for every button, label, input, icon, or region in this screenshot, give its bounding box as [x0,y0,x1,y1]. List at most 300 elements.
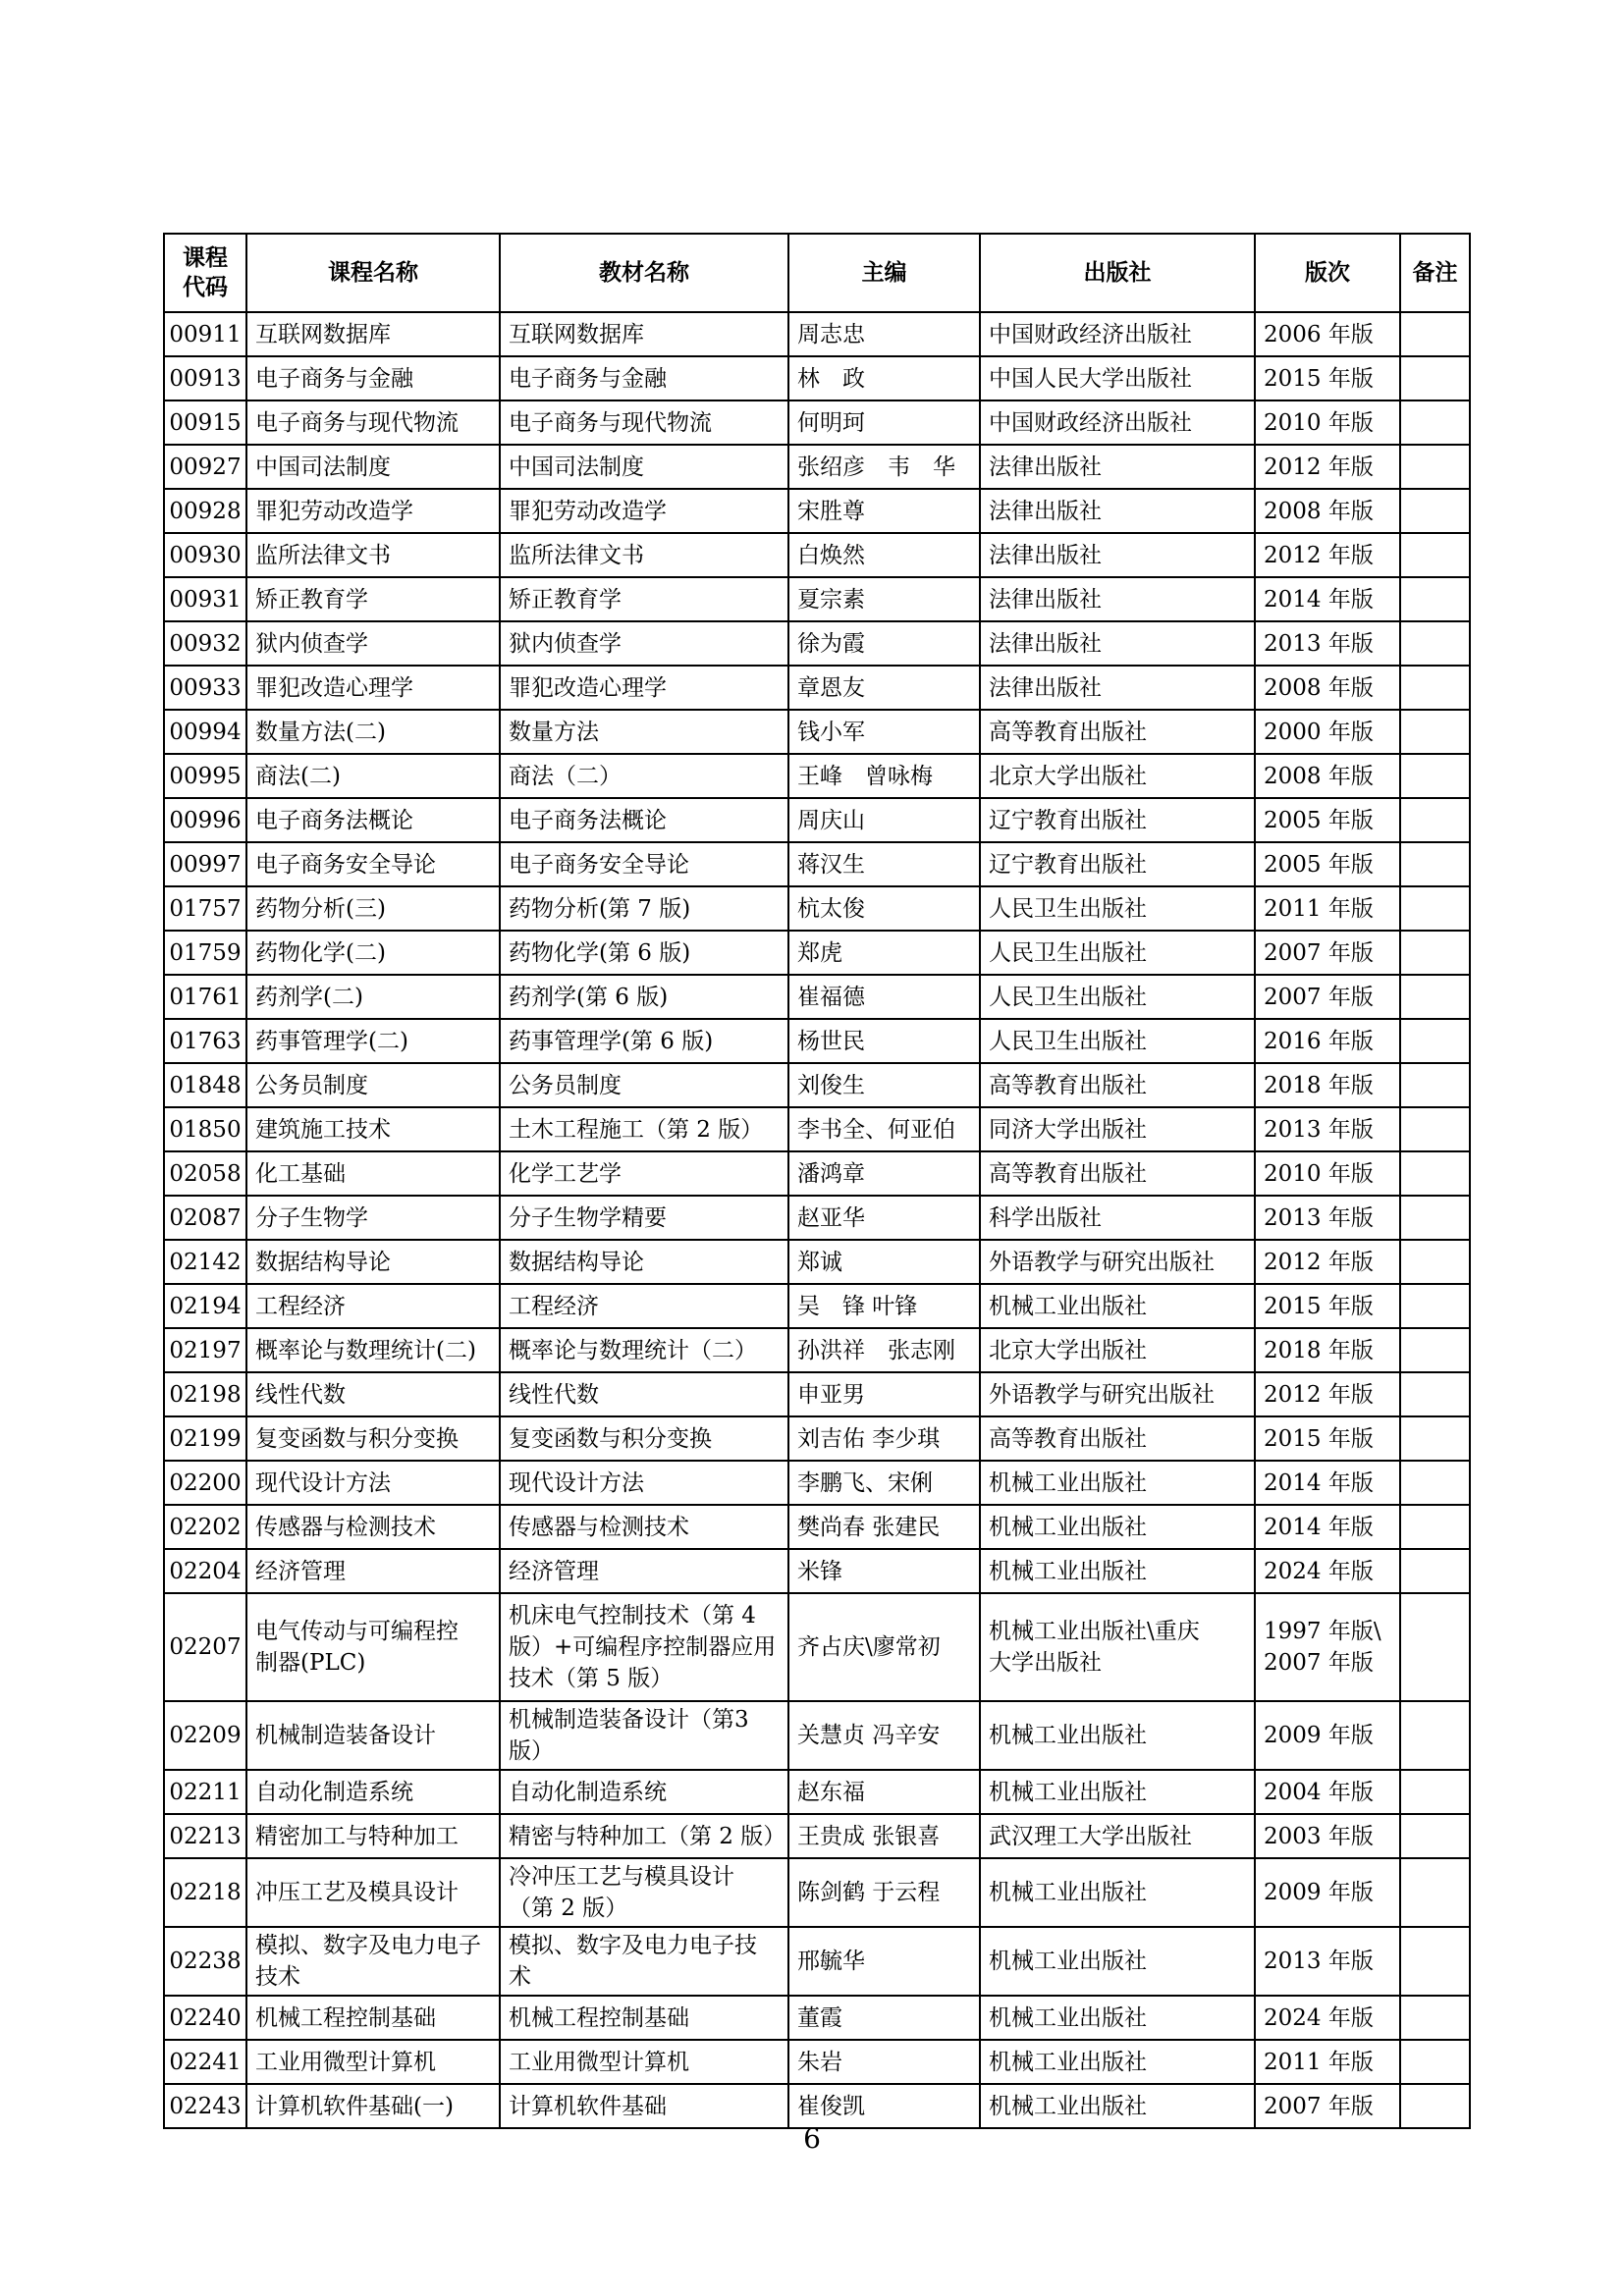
cell-textbook-name: 模拟、数字及电力电子技 术 [500,1927,788,1996]
table-row [164,1416,1470,1461]
table-row [164,798,1470,842]
cell-editor: 齐占庆\廖常初 [788,1593,980,1701]
table-row [164,1814,1470,1858]
cell-course-code: 02240 [164,1996,246,2040]
cell-remarks [1400,1701,1470,1770]
cell-remarks [1400,842,1470,886]
cell-editor: 李鹏飞、宋俐 [788,1461,980,1505]
table-row [164,842,1470,886]
cell-course-name: 现代设计方法 [246,1461,500,1505]
cell-editor: 申亚男 [788,1372,980,1416]
cell-textbook-name: 药事管理学(第 6 版) [500,1019,788,1063]
cell-textbook-name: 概率论与数理统计（二） [500,1328,788,1372]
cell-course-code: 00933 [164,666,246,710]
cell-textbook-name: 化学工艺学 [500,1151,788,1196]
cell-edition: 2010 年版 [1255,1151,1400,1196]
table-row [164,1927,1470,1996]
cell-editor: 赵东福 [788,1770,980,1814]
cell-publisher: 法律出版社 [980,445,1255,489]
cell-edition: 2008 年版 [1255,666,1400,710]
page-number: 6 [803,2122,821,2155]
cell-remarks [1400,975,1470,1019]
cell-remarks [1400,1019,1470,1063]
cell-course-name: 数量方法(二) [246,710,500,754]
cell-course-code: 02194 [164,1284,246,1328]
cell-remarks [1400,1996,1470,2040]
cell-course-name: 矫正教育学 [246,577,500,621]
cell-editor: 李书全、何亚伯 [788,1107,980,1151]
cell-remarks [1400,533,1470,577]
cell-course-code: 00913 [164,356,246,400]
cell-course-code: 02207 [164,1593,246,1701]
cell-textbook-name: 罪犯改造心理学 [500,666,788,710]
cell-course-name: 分子生物学 [246,1196,500,1240]
cell-course-code: 02200 [164,1461,246,1505]
cell-course-code: 00915 [164,400,246,445]
table-row [164,1593,1470,1701]
cell-course-name: 模拟、数字及电力电子 技术 [246,1927,500,1996]
cell-remarks [1400,1416,1470,1461]
cell-publisher: 外语教学与研究出版社 [980,1240,1255,1284]
cell-publisher: 中国财政经济出版社 [980,312,1255,356]
cell-textbook-name: 狱内侦查学 [500,621,788,666]
cell-course-name: 机械制造装备设计 [246,1701,500,1770]
cell-edition: 2003 年版 [1255,1814,1400,1858]
cell-course-name: 复变函数与积分变换 [246,1416,500,1461]
cell-edition: 2011 年版 [1255,2040,1400,2084]
cell-course-name: 电子商务与现代物流 [246,400,500,445]
table-row [164,1019,1470,1063]
table-row [164,312,1470,356]
cell-course-code: 02241 [164,2040,246,2084]
table-row [164,2040,1470,2084]
cell-textbook-name: 罪犯劳动改造学 [500,489,788,533]
cell-textbook-name: 工业用微型计算机 [500,2040,788,2084]
cell-editor: 夏宗素 [788,577,980,621]
cell-course-code: 02197 [164,1328,246,1372]
table-row [164,1328,1470,1372]
cell-remarks [1400,1549,1470,1593]
table-row [164,1770,1470,1814]
cell-course-code: 01759 [164,931,246,975]
cell-editor: 邢毓华 [788,1927,980,1996]
cell-textbook-name: 线性代数 [500,1372,788,1416]
cell-edition: 2012 年版 [1255,1372,1400,1416]
cell-editor: 何明珂 [788,400,980,445]
cell-editor: 杨世民 [788,1019,980,1063]
cell-edition: 2007 年版 [1255,931,1400,975]
cell-course-name: 自动化制造系统 [246,1770,500,1814]
cell-course-name: 线性代数 [246,1372,500,1416]
header-publisher: 出版社 [980,234,1255,312]
table-row [164,445,1470,489]
cell-edition: 2013 年版 [1255,1196,1400,1240]
cell-editor: 张绍彦 韦 华 [788,445,980,489]
cell-course-name: 传感器与检测技术 [246,1505,500,1549]
cell-course-code: 02199 [164,1416,246,1461]
cell-textbook-name: 电子商务安全导论 [500,842,788,886]
cell-edition: 2012 年版 [1255,445,1400,489]
cell-editor: 董霞 [788,1996,980,2040]
cell-remarks [1400,1107,1470,1151]
header-textbook-name: 教材名称 [500,234,788,312]
cell-edition: 2009 年版 [1255,1858,1400,1927]
table-row [164,356,1470,400]
cell-publisher: 机械工业出版社 [980,1549,1255,1593]
cell-publisher: 北京大学出版社 [980,1328,1255,1372]
table-row [164,1858,1470,1927]
cell-remarks [1400,1770,1470,1814]
cell-remarks [1400,1593,1470,1701]
header-course-code: 课程 代码 [164,234,246,312]
cell-editor: 米锋 [788,1549,980,1593]
cell-remarks [1400,577,1470,621]
cell-edition: 2012 年版 [1255,533,1400,577]
table-row [164,710,1470,754]
table-row [164,533,1470,577]
cell-editor: 赵亚华 [788,1196,980,1240]
table-row [164,666,1470,710]
cell-course-code: 00932 [164,621,246,666]
cell-textbook-name: 传感器与检测技术 [500,1505,788,1549]
cell-course-code: 02243 [164,2084,246,2128]
cell-textbook-name: 机械工程控制基础 [500,1996,788,2040]
cell-textbook-name: 数据结构导论 [500,1240,788,1284]
cell-remarks [1400,1328,1470,1372]
cell-editor: 宋胜尊 [788,489,980,533]
cell-remarks [1400,2040,1470,2084]
cell-editor: 杭太俊 [788,886,980,931]
cell-remarks [1400,754,1470,798]
cell-edition: 2014 年版 [1255,1461,1400,1505]
cell-course-code: 01761 [164,975,246,1019]
cell-edition: 2009 年版 [1255,1701,1400,1770]
table-row [164,931,1470,975]
cell-remarks [1400,400,1470,445]
cell-course-code: 00996 [164,798,246,842]
cell-course-code: 02209 [164,1701,246,1770]
cell-edition: 2014 年版 [1255,1505,1400,1549]
table-body [164,312,1470,2128]
cell-publisher: 法律出版社 [980,577,1255,621]
cell-edition: 2013 年版 [1255,1927,1400,1996]
cell-editor: 陈剑鹤 于云程 [788,1858,980,1927]
cell-publisher: 机械工业出版社 [980,1284,1255,1328]
cell-publisher: 外语教学与研究出版社 [980,1372,1255,1416]
cell-remarks [1400,666,1470,710]
cell-course-name: 狱内侦查学 [246,621,500,666]
cell-publisher: 法律出版社 [980,533,1255,577]
cell-edition: 2006 年版 [1255,312,1400,356]
cell-editor: 周庆山 [788,798,980,842]
cell-textbook-name: 电子商务与金融 [500,356,788,400]
cell-editor: 林 政 [788,356,980,400]
cell-remarks [1400,1372,1470,1416]
cell-course-name: 互联网数据库 [246,312,500,356]
cell-course-name: 数据结构导论 [246,1240,500,1284]
cell-course-name: 电子商务与金融 [246,356,500,400]
table-row [164,489,1470,533]
cell-publisher: 中国财政经济出版社 [980,400,1255,445]
cell-course-name: 冲压工艺及模具设计 [246,1858,500,1927]
cell-edition: 2015 年版 [1255,356,1400,400]
cell-editor: 郑虎 [788,931,980,975]
cell-course-code: 00927 [164,445,246,489]
cell-textbook-name: 电子商务与现代物流 [500,400,788,445]
cell-textbook-name: 药物分析(第 7 版) [500,886,788,931]
cell-publisher: 机械工业出版社 [980,1996,1255,2040]
cell-editor: 刘吉佑 李少琪 [788,1416,980,1461]
cell-course-name: 工程经济 [246,1284,500,1328]
cell-course-code: 00997 [164,842,246,886]
cell-textbook-name: 分子生物学精要 [500,1196,788,1240]
table-row [164,1151,1470,1196]
cell-remarks [1400,710,1470,754]
cell-editor: 王峰 曾咏梅 [788,754,980,798]
cell-course-code: 02202 [164,1505,246,1549]
cell-course-name: 机械工程控制基础 [246,1996,500,2040]
cell-remarks [1400,1814,1470,1858]
cell-edition: 2005 年版 [1255,842,1400,886]
cell-course-code: 00994 [164,710,246,754]
cell-remarks [1400,1063,1470,1107]
table-row [164,1461,1470,1505]
cell-remarks [1400,445,1470,489]
table-row [164,1996,1470,2040]
table-row [164,1701,1470,1770]
table-row [164,1196,1470,1240]
header-remarks: 备注 [1400,234,1470,312]
cell-edition: 1997 年版\ 2007 年版 [1255,1593,1400,1701]
cell-textbook-name: 电子商务法概论 [500,798,788,842]
cell-textbook-name: 机械制造装备设计（第3版） [500,1701,788,1770]
cell-publisher: 中国人民大学出版社 [980,356,1255,400]
cell-publisher: 人民卫生出版社 [980,886,1255,931]
table-row [164,1372,1470,1416]
cell-remarks [1400,931,1470,975]
table-header-row [164,234,1470,312]
cell-course-code: 02211 [164,1770,246,1814]
cell-course-code: 02058 [164,1151,246,1196]
cell-remarks [1400,489,1470,533]
cell-edition: 2005 年版 [1255,798,1400,842]
cell-course-code: 01848 [164,1063,246,1107]
cell-editor: 郑诚 [788,1240,980,1284]
cell-editor: 朱岩 [788,2040,980,2084]
cell-publisher: 机械工业出版社 [980,1858,1255,1927]
cell-editor: 蒋汉生 [788,842,980,886]
cell-remarks [1400,1240,1470,1284]
cell-edition: 2016 年版 [1255,1019,1400,1063]
cell-textbook-name: 药剂学(第 6 版) [500,975,788,1019]
cell-editor: 孙洪祥 张志刚 [788,1328,980,1372]
table-row [164,400,1470,445]
cell-textbook-name: 土木工程施工（第 2 版） [500,1107,788,1151]
header-editor: 主编 [788,234,980,312]
cell-course-code: 02087 [164,1196,246,1240]
cell-publisher: 辽宁教育出版社 [980,798,1255,842]
cell-edition: 2007 年版 [1255,2084,1400,2128]
cell-course-name: 中国司法制度 [246,445,500,489]
cell-edition: 2015 年版 [1255,1284,1400,1328]
cell-textbook-name: 互联网数据库 [500,312,788,356]
cell-course-name: 电气传动与可编程控 制器(PLC) [246,1593,500,1701]
cell-remarks [1400,1196,1470,1240]
header-edition: 版次 [1255,234,1400,312]
cell-remarks [1400,1505,1470,1549]
cell-publisher: 科学出版社 [980,1196,1255,1240]
table-row [164,1240,1470,1284]
cell-publisher: 高等教育出版社 [980,1416,1255,1461]
cell-textbook-name: 商法（二） [500,754,788,798]
cell-course-code: 00931 [164,577,246,621]
cell-remarks [1400,621,1470,666]
cell-textbook-name: 计算机软件基础 [500,2084,788,2128]
cell-course-code: 02198 [164,1372,246,1416]
cell-edition: 2013 年版 [1255,621,1400,666]
cell-course-name: 建筑施工技术 [246,1107,500,1151]
cell-editor: 徐为霞 [788,621,980,666]
cell-course-name: 罪犯劳动改造学 [246,489,500,533]
cell-textbook-name: 复变函数与积分变换 [500,1416,788,1461]
cell-publisher: 人民卫生出版社 [980,975,1255,1019]
cell-course-name: 药物分析(三) [246,886,500,931]
cell-course-code: 00930 [164,533,246,577]
cell-publisher: 机械工业出版社 [980,1927,1255,1996]
cell-course-name: 概率论与数理统计(二) [246,1328,500,1372]
cell-course-code: 02238 [164,1927,246,1996]
cell-edition: 2008 年版 [1255,754,1400,798]
cell-textbook-name: 数量方法 [500,710,788,754]
cell-textbook-name: 精密与特种加工（第 2 版） [500,1814,788,1858]
cell-publisher: 法律出版社 [980,666,1255,710]
cell-course-name: 计算机软件基础(一) [246,2084,500,2128]
cell-editor: 刘俊生 [788,1063,980,1107]
cell-edition: 2018 年版 [1255,1063,1400,1107]
cell-publisher: 机械工业出版社 [980,1701,1255,1770]
table-row [164,975,1470,1019]
cell-publisher: 武汉理工大学出版社 [980,1814,1255,1858]
cell-remarks [1400,1151,1470,1196]
cell-edition: 2014 年版 [1255,577,1400,621]
cell-editor: 崔福德 [788,975,980,1019]
cell-course-name: 公务员制度 [246,1063,500,1107]
cell-remarks [1400,1284,1470,1328]
cell-editor: 王贵成 张银喜 [788,1814,980,1858]
cell-remarks [1400,886,1470,931]
cell-publisher: 人民卫生出版社 [980,931,1255,975]
cell-publisher: 机械工业出版社 [980,1505,1255,1549]
cell-publisher: 辽宁教育出版社 [980,842,1255,886]
cell-editor: 吴 锋 叶锋 [788,1284,980,1328]
cell-publisher: 机械工业出版社 [980,1770,1255,1814]
cell-textbook-name: 监所法律文书 [500,533,788,577]
cell-course-name: 电子商务法概论 [246,798,500,842]
cell-edition: 2010 年版 [1255,400,1400,445]
cell-textbook-name: 中国司法制度 [500,445,788,489]
cell-textbook-name: 经济管理 [500,1549,788,1593]
table-row [164,621,1470,666]
cell-editor: 潘鸿章 [788,1151,980,1196]
cell-textbook-name: 冷冲压工艺与模具设计 （第 2 版） [500,1858,788,1927]
cell-course-code: 00928 [164,489,246,533]
cell-course-name: 罪犯改造心理学 [246,666,500,710]
cell-publisher: 北京大学出版社 [980,754,1255,798]
cell-course-name: 药物化学(二) [246,931,500,975]
cell-editor: 周志忠 [788,312,980,356]
cell-course-code: 00911 [164,312,246,356]
cell-edition: 2024 年版 [1255,1549,1400,1593]
cell-edition: 2013 年版 [1255,1107,1400,1151]
cell-editor: 章恩友 [788,666,980,710]
cell-publisher: 同济大学出版社 [980,1107,1255,1151]
table-row [164,1284,1470,1328]
cell-edition: 2012 年版 [1255,1240,1400,1284]
cell-course-name: 经济管理 [246,1549,500,1593]
cell-textbook-name: 机床电气控制技术（第 4 版）+可编程序控制器应用 技术（第 5 版） [500,1593,788,1701]
cell-edition: 2007 年版 [1255,975,1400,1019]
cell-publisher: 机械工业出版社 [980,2040,1255,2084]
table-row [164,577,1470,621]
cell-textbook-name: 公务员制度 [500,1063,788,1107]
cell-editor: 崔俊凯 [788,2084,980,2128]
cell-course-code: 00995 [164,754,246,798]
cell-remarks [1400,312,1470,356]
cell-course-code: 01763 [164,1019,246,1063]
cell-edition: 2000 年版 [1255,710,1400,754]
cell-course-name: 化工基础 [246,1151,500,1196]
cell-course-code: 02142 [164,1240,246,1284]
cell-edition: 2008 年版 [1255,489,1400,533]
cell-remarks [1400,1858,1470,1927]
cell-course-name: 工业用微型计算机 [246,2040,500,2084]
cell-course-name: 药事管理学(二) [246,1019,500,1063]
cell-edition: 2015 年版 [1255,1416,1400,1461]
table-row [164,886,1470,931]
cell-remarks [1400,798,1470,842]
cell-textbook-name: 现代设计方法 [500,1461,788,1505]
table-row [164,1107,1470,1151]
cell-remarks [1400,1927,1470,1996]
cell-remarks [1400,1461,1470,1505]
cell-course-name: 电子商务安全导论 [246,842,500,886]
cell-course-name: 精密加工与特种加工 [246,1814,500,1858]
cell-course-name: 药剂学(二) [246,975,500,1019]
cell-textbook-name: 工程经济 [500,1284,788,1328]
table-row [164,1549,1470,1593]
cell-course-name: 商法(二) [246,754,500,798]
cell-edition: 2011 年版 [1255,886,1400,931]
cell-remarks [1400,356,1470,400]
cell-edition: 2004 年版 [1255,1770,1400,1814]
cell-edition: 2024 年版 [1255,1996,1400,2040]
cell-publisher: 机械工业出版社 [980,2084,1255,2128]
cell-publisher: 法律出版社 [980,621,1255,666]
table-row [164,1063,1470,1107]
cell-course-code: 02204 [164,1549,246,1593]
cell-editor: 钱小军 [788,710,980,754]
cell-publisher: 人民卫生出版社 [980,1019,1255,1063]
cell-editor: 樊尚春 张建民 [788,1505,980,1549]
cell-editor: 白焕然 [788,533,980,577]
cell-textbook-name: 自动化制造系统 [500,1770,788,1814]
cell-course-code: 01757 [164,886,246,931]
cell-course-name: 监所法律文书 [246,533,500,577]
cell-edition: 2018 年版 [1255,1328,1400,1372]
table-row [164,1505,1470,1549]
cell-publisher: 高等教育出版社 [980,1063,1255,1107]
cell-textbook-name: 药物化学(第 6 版) [500,931,788,975]
